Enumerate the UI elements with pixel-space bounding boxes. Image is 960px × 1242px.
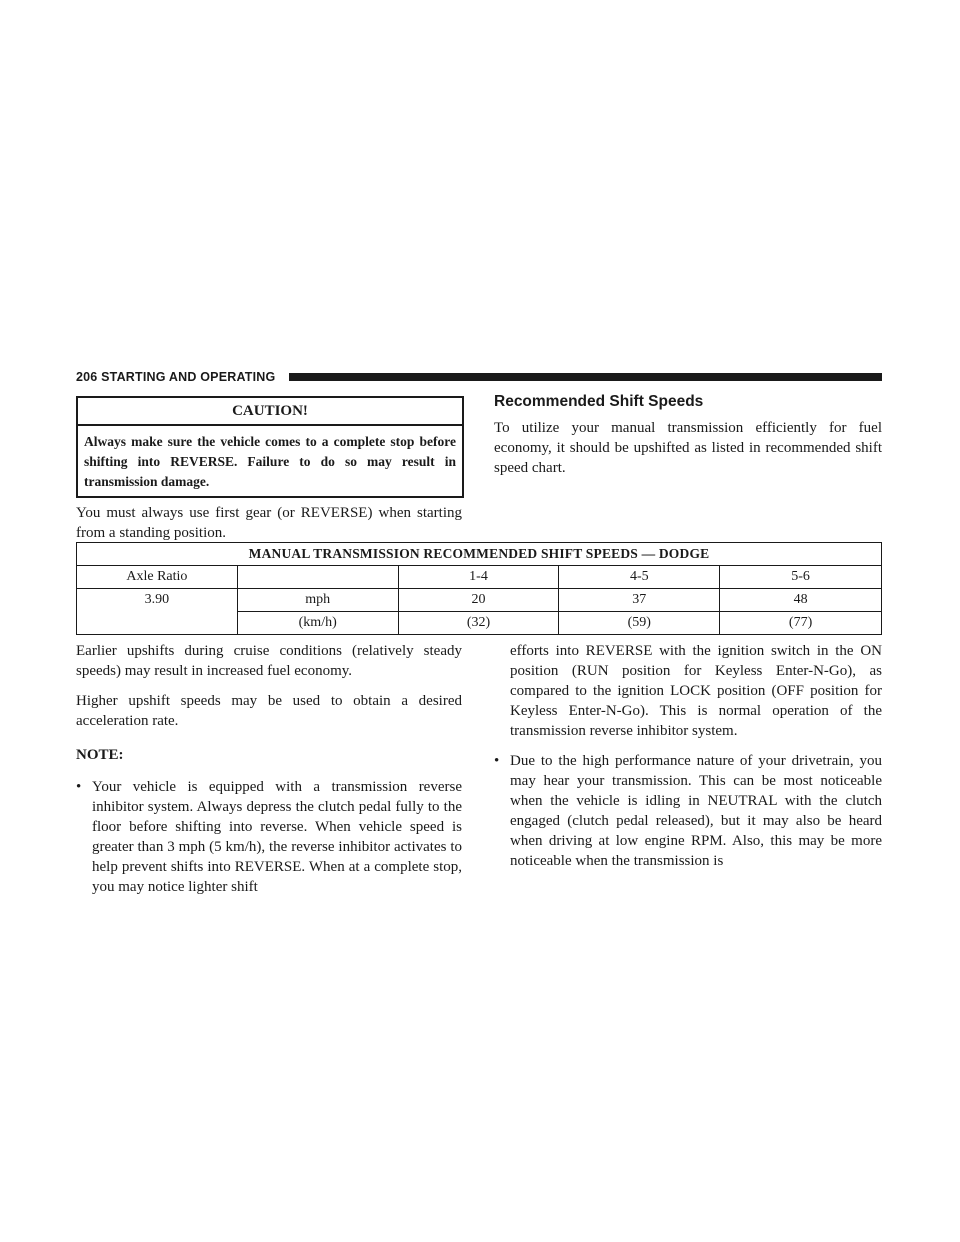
higher-upshift-paragraph: Higher upshift speeds may be used to obtain a desired acceleration rate.	[76, 693, 462, 729]
axle-ratio-value: 3.90	[77, 589, 238, 612]
header-rule	[289, 373, 882, 381]
note-label: NOTE:	[76, 747, 124, 763]
table-header-row	[77, 566, 882, 589]
table-cell: (32)	[398, 612, 559, 635]
bullet-icon: •	[494, 753, 500, 769]
shift-speed-table	[76, 542, 882, 635]
table-row-mph	[77, 589, 882, 612]
list-item	[494, 751, 882, 871]
left-bottom-column	[76, 641, 462, 897]
table-cell: mph	[237, 589, 398, 612]
table-header-cell: Axle Ratio	[77, 566, 238, 589]
page-number-section-title: 206 STARTING AND OPERATING	[76, 370, 276, 384]
table-title: MANUAL TRANSMISSION RECOMMENDED SHIFT SPEEDS — DODGE	[77, 543, 882, 566]
table-cell: 37	[559, 589, 720, 612]
caution-title: CAUTION!	[78, 398, 462, 426]
list-item	[76, 777, 462, 897]
first-gear-paragraph: You must always use first gear (or REVERSE) when starting from a standing position.	[76, 505, 462, 541]
table-cell: 20	[398, 589, 559, 612]
table-cell-empty	[77, 612, 238, 635]
table-cell: (km/h)	[237, 612, 398, 635]
right-bottom-column	[494, 641, 882, 871]
section-heading: Recommended Shift Speeds	[494, 393, 704, 410]
note-bullet-list-continued	[494, 641, 882, 871]
table-row-kmh	[77, 612, 882, 635]
table-title-row	[77, 543, 882, 566]
earlier-upshifts-paragraph: Earlier upshifts during cruise conditions (relatively steady speeds) may result in increased fuel economy.	[76, 643, 462, 679]
note-bullet-list	[76, 777, 462, 897]
bullet-text: efforts into REVERSE with the ignition switch in the ON position (RUN position for Keyless Enter-N-Go), as compared to the ignition LOCK position (OFF position for Keyless Enter-N-Go). This is normal operation of the transmission reverse inhibitor system.	[510, 643, 882, 739]
caution-box	[76, 396, 464, 498]
left-top-column	[76, 503, 462, 543]
table-cell: (59)	[559, 612, 720, 635]
shift-speeds-intro: To utilize your manual transmission efficiently for fuel economy, it should be upshifted as listed in recommended shift speed chart.	[494, 420, 882, 476]
page-header	[76, 369, 882, 385]
bullet-text: Your vehicle is equipped with a transmission reverse inhibitor system. Always depress the clutch pedal fully to the floor before shifting into reverse. When vehicle speed is greater than 3 mph (5 km/h), the reverse inhibitor activates to help prevent shifts into REVERSE. When at a complete stop, you may notice lighter shift	[92, 779, 462, 895]
table-cell: (77)	[720, 612, 882, 635]
table-header-cell: 1-4	[398, 566, 559, 589]
right-top-column	[494, 418, 882, 478]
bullet-text: Due to the high performance nature of your drivetrain, you may hear your transmission. This can be most noticeable when the vehicle is idling in NEUTRAL with the clutch engaged (clutch pedal released), but it may also be heard when driving at low engine RPM. Also, this may be more noticeable when the transmission is	[510, 753, 882, 869]
list-item-continued	[494, 641, 882, 741]
table-header-cell: 4-5	[559, 566, 720, 589]
caution-body: Always make sure the vehicle comes to a complete stop before shifting into REVERSE. Failure to do so may result in transmission damage.	[84, 434, 456, 489]
table-header-cell	[237, 566, 398, 589]
bullet-icon: •	[76, 779, 82, 795]
table-cell: 48	[720, 589, 882, 612]
table-header-cell: 5-6	[720, 566, 882, 589]
